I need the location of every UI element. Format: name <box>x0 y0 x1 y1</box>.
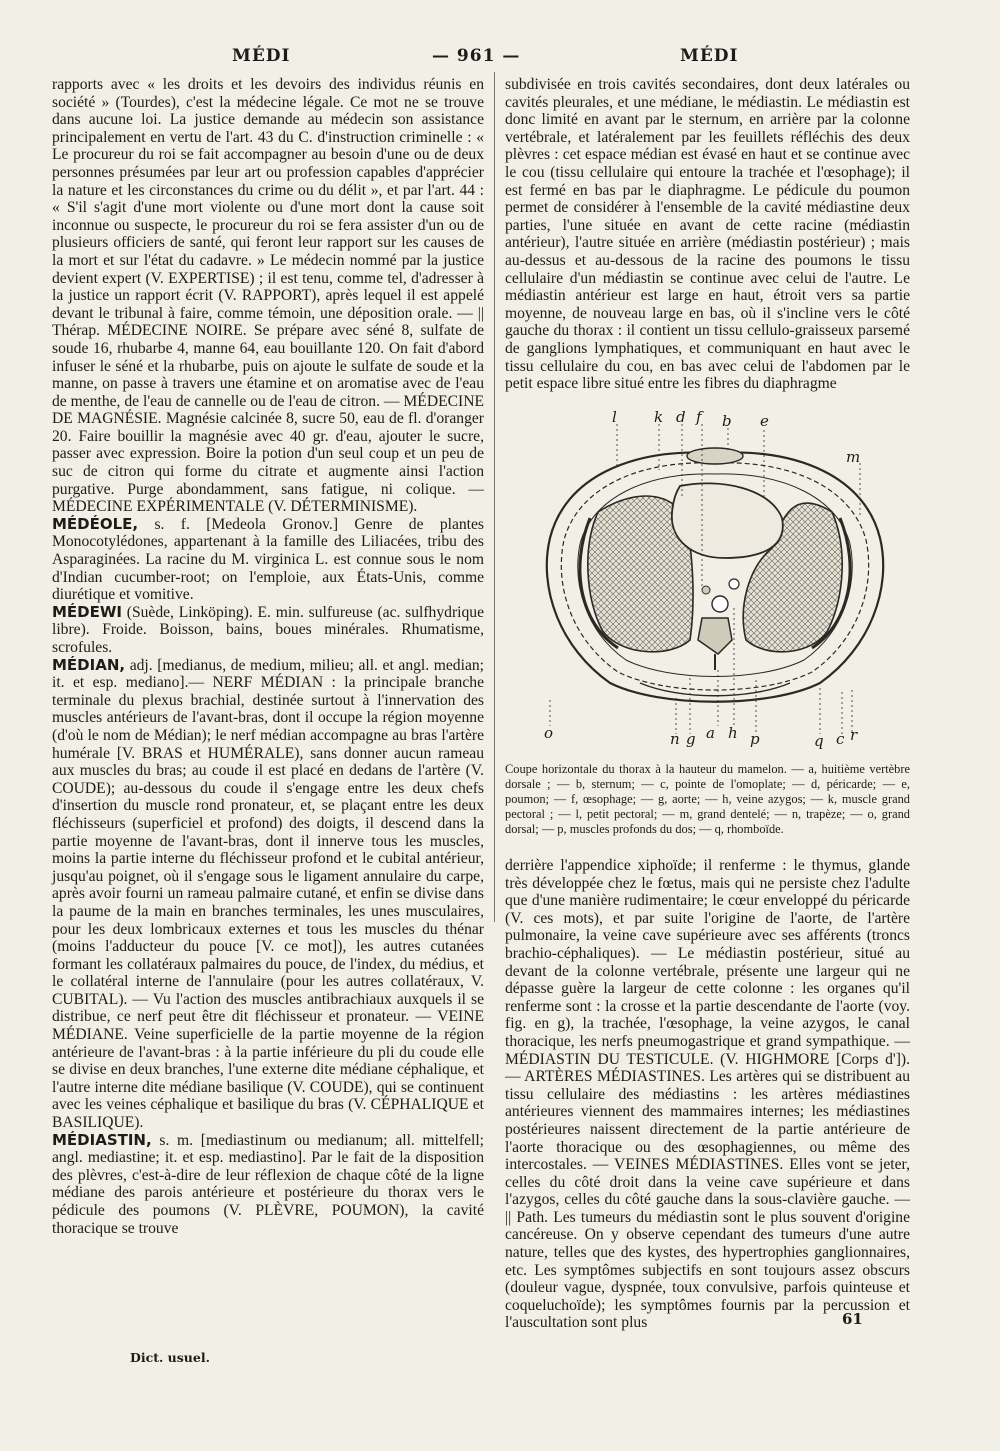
entry-body: s. f. [Medeola Gronov.] Genre de plantes Monocotylédones, appartenant à la famille des Liliacées, tribu des Asparaginées. La racine du M. virginica L. est connue sous le nom d'Indian cucumber-root; on l'emploie, aux États-Unis, comme diurétique et vomitive. <box>52 515 484 604</box>
right-column-bottom <box>505 857 910 1332</box>
figure-label-n: n <box>670 730 680 748</box>
dictionary-entry <box>52 1132 484 1238</box>
entry-body: s. m. [mediastinum ou medianum; all. mittelfell; angl. mediastine; it. et esp. mediastino]. Par le fait de la disposition des plèvres, c'est-à-dire de leur réflexion de chaque côté de la ligne médiane des parois antérieure et postérieure du thorax vers le pédicule des poumons (V. PLÈVRE, POUMON), la cavité thoracique se trouve <box>52 1131 484 1237</box>
figure-label-o: o <box>544 724 554 742</box>
dictionary-entry <box>52 657 484 1132</box>
entry-body: adj. [medianus, de medium, milieu; all. et angl. median; it. et esp. mediano].— NERF MÉDIAN : la principale branche terminale du plexus brachial, destinée surtout à l'innervation des muscles antérieurs de l'avant-bras, dont il occupe la région moyenne (d'où le nom de Médian); le nerf médian accompagne au bras l'artère humérale [V. BRAS et HUMÉRALE), sans donner aucun rameau aux muscles du bras; au coude il est placé en dedans de l'artère (V. COUDE); au-dessous du coude il s'engage entre les deux chefs d'insertion du muscle rond pronateur, et, se plaçant entre les deux fléchisseurs (superficiel et profond) des doigts, il descend dans la partie moyenne de l'avant-bras, dont il innerve tous les muscles, moins la partie interne du fléchisseur profond et le cubital antérieur, jusqu'au poignet, où il s'engage sous le ligament annulaire du carpe, après avoir fourni un rameau palmaire cutané, et enfin se divise dans la paume de la main en branches terminales, les unes musculaires, pour les deux lombricaux externes et tous les muscles du thénar (moins l'adducteur du pouce [V. ce mot]), les autres cutanées formant les collatéraux palmaires du pouce, de l'index, du médius, et le collatéral interne de l'annulaire (pour les autres collatéraux, V. CUBITAL). — Vu l'action des muscles antibrachiaux auxquels il se distribue, ce nerf peut être dit fléchisseur et pronateur. — VEINE MÉDIANE. Veine superficielle de la partie moyenne de la région antérieure de l'avant-bras : à la partie inférieure du pli du coude elle se divise en deux branches, l'une externe dite médiane céphalique, et l'autre interne dite médiane basilique (V. COUDE), qui se continuent avec les veines céphalique et basilique du bras (V. CÉPHALIQUE et BASILIQUE). <box>52 656 484 1132</box>
paragraph: rapports avec « les droits et les devoirs des individus réunis en société » (Tourdes), c'est la médecine légale. Ce mot ne se trouve dans aucune loi. La justice demande au médecin son assistance principalement en vertu de l'art. 43 du C. d'instruction criminelle : « Le procureur du roi se fait accompagner au besoin d'une ou de deux personnes présumées par leur art ou profession capables d'apprécier la nature et les circonstances du crime ou du délit », et par l'art. 44 : « S'il s'agit d'une mort violente ou d'une mort dont la cause soit inconnue ou suspecte, le procureur du roi se fera assister d'un ou de plusieurs officiers de santé, qui feront leur rapport sur les causes de la mort et sur l'état du cadavre. » Le médecin nommé par la justice devient expert (V. EXPERTISE) ; il est tenu, comme tel, d'adresser à la justice un rapport écrit (V. RAPPORT), après lequel il est appelé devant le tribunal à faire, comme témoin, une déposition orale. — || Thérap. MÉDECINE NOIRE. Se prépare avec séné 8, sulfate de soude 16, rhubarbe 4, manne 64, eau bouillante 120. On fait d'abord infuser le séné et la rhubarbe, puis on ajoute le sulfate de soude et la manne, on passe à travers une étamine et on aromatise avec de l'eau de menthe, de l'eau de cannelle ou de l'eau de citron. — MÉDECINE DE MAGNÉSIE. Magnésie calcinée 8, sucre 50, eau de fl. d'oranger 20. Faire bouillir la magnésie avec 40 gr. d'eau, ajouter le sucre, passer avec expression. Boire la potion d'un seul coup et un peu de suc de citron qui forme du citrate et augmente ainsi l'action purgative. Purge abondamment, sans fatigue, ni colique. — MÉDECINE EXPÉRIMENTALE (V. DÉTERMINISME). <box>52 76 484 516</box>
column-rule <box>494 72 495 922</box>
figure-label-b: b <box>722 412 732 430</box>
running-head-right: MÉDI <box>680 46 739 66</box>
figure-label-c: c <box>836 730 845 748</box>
figure-label-p: p <box>750 730 760 748</box>
figure-label-m: m <box>846 448 861 466</box>
entry-body: (Suède, Linköping). E. min. sulfureuse (ac. sulfhydrique libre). Froide. Boisson, bains, boues minérales. Rhumatisme, scrofules. <box>52 603 484 656</box>
page-number: — 961 — <box>432 46 521 66</box>
entry-headword: MÉDEWI <box>52 602 122 621</box>
figure-label-a: a <box>706 724 715 742</box>
figure-label-r: r <box>850 726 858 744</box>
figure-label-l: l <box>612 408 617 426</box>
figure-label-e: e <box>760 412 769 430</box>
figure-caption: Coupe horizontale du thorax à la hauteur du mamelon. — a, huitième vertèbre dorsale ; — b, sternum; — c, pointe de l'omoplate; — d, péricarde; — e, poumon; — f, œsophage; — g, aorte; — h, veine azygos; — k, muscle grand pectoral ; — l, petit pectoral; — m, grand dentelé; — n, trapèze; — o, grand dorsal; — p, muscles profonds du dos; — q, rhomboïde. <box>505 762 910 836</box>
right-column-bottom-text: derrière l'appendice xiphoïde; il renferme : le thymus, glande très développée chez le fœtus, mais qui ne persiste chez l'adulte que d'une manière rudimentaire; le cœur enveloppé du péricarde (V. ces mots), et par suite l'origine de l'aorte, de l'artère pulmonaire, la veine cave supérieure avec ses afférents (troncs brachio-céphaliques). — Le médiastin postérieur, situé au devant de la colonne vertébrale, présente une largeur qui ne dépasse guère la largeur de cette colonne : les organes qu'il renferme sont : la crosse et la partie descendante de l'aorte (voy. fig. en g), la trachée, l'œsophage, la veine azygos, le canal thoracique, les nerfs pneumogastrique et grand sympathique. — MÉDIASTIN DU TESTICULE. (V. HIGHMORE [Corps d']). — ARTÈRES MÉDIASTINES. Les artères qui se distribuent au tissu cellulaire des médiastins : les artères médiastines antérieures viennent des mammaires internes; les médiastines postérieures naissent directement de la partie antérieure de l'aorte thoracique ou des œsophagiennes, ou même des intercostales. — VEINES MÉDIASTINES. Elles vont se jeter, celles du côté droit dans la veine cave supérieure et dans l'azygos, celles du côté gauche dans la sous-clavière gauche. — || Path. Les tumeurs du médiastin sont le plus souvent d'origine cancéreuse. On y observe cependant des tumeurs d'une autre nature, telles que des kystes, des hypertrophies ganglionnaires, etc. Les symptômes subjectifs en sont toujours assez obscurs (douleur vague, dyspnée, toux convulsive, parfois quinteuse et coqueluchoïde); les symptômes fournis par la percussion et l'auscultation sont plus <box>505 857 910 1332</box>
dictionary-entry <box>52 604 484 657</box>
thorax-cross-section-figure <box>520 408 910 758</box>
entry-headword: MÉDIASTIN, <box>52 1130 152 1149</box>
figure-label-g: g <box>686 730 696 748</box>
figure-label-h: h <box>728 724 738 742</box>
right-column-top <box>505 76 910 393</box>
figure-label-d: d <box>676 408 686 426</box>
dictionary-entry <box>52 516 484 604</box>
running-head-left: MÉDI <box>232 46 291 66</box>
figure-label-f: f <box>696 408 702 426</box>
figure-label-k: k <box>654 408 664 426</box>
right-column-top-text: subdivisée en trois cavités secondaires, dont deux latérales ou cavités pleurales, et une médiane, le médiastin. Le médiastin est donc limité en avant par le sternum, en arrière par la colonne vertébrale, et latéralement par les feuillets réfléchis des deux plèvres : cet espace médian est évasé en haut et se continue avec le cou (tissu cellulaire qui entoure la trachée et l'œsophage); il est fermé en bas par le diaphragme. Le pédicule du poumon permet de considérer à l'ensemble de la cavité médiastine deux parties, l'une située en avant de cette racine (médiastin antérieur), l'autre située en arrière (médiastin postérieur) ; mais au-dessus et au-dessous de la racine des poumons le tissu cellulaire d'un médiastin se continue avec celui de l'autre. Le médiastin antérieur est large en haut, étroit vers sa partie moyenne, de nouveau large en bas, où il s'incline vers le côté gauche du thorax : il contient un tissu cellulo-graisseux parsemé de ganglions lymphatiques, et communiquant en haut avec le tissu cellulaire du cou, en bas avec celui de l'abdomen par le petit espace libre situé entre les fibres du diaphragme <box>505 76 910 393</box>
footer-signature: Dict. usuel. <box>130 1350 210 1365</box>
entry-headword: MÉDIAN, <box>52 655 126 674</box>
left-column <box>52 76 484 1237</box>
entry-headword: MÉDÉOLE, <box>52 514 139 533</box>
signature-mark: 61 <box>842 1310 863 1328</box>
figure-label-q: q <box>814 732 824 750</box>
